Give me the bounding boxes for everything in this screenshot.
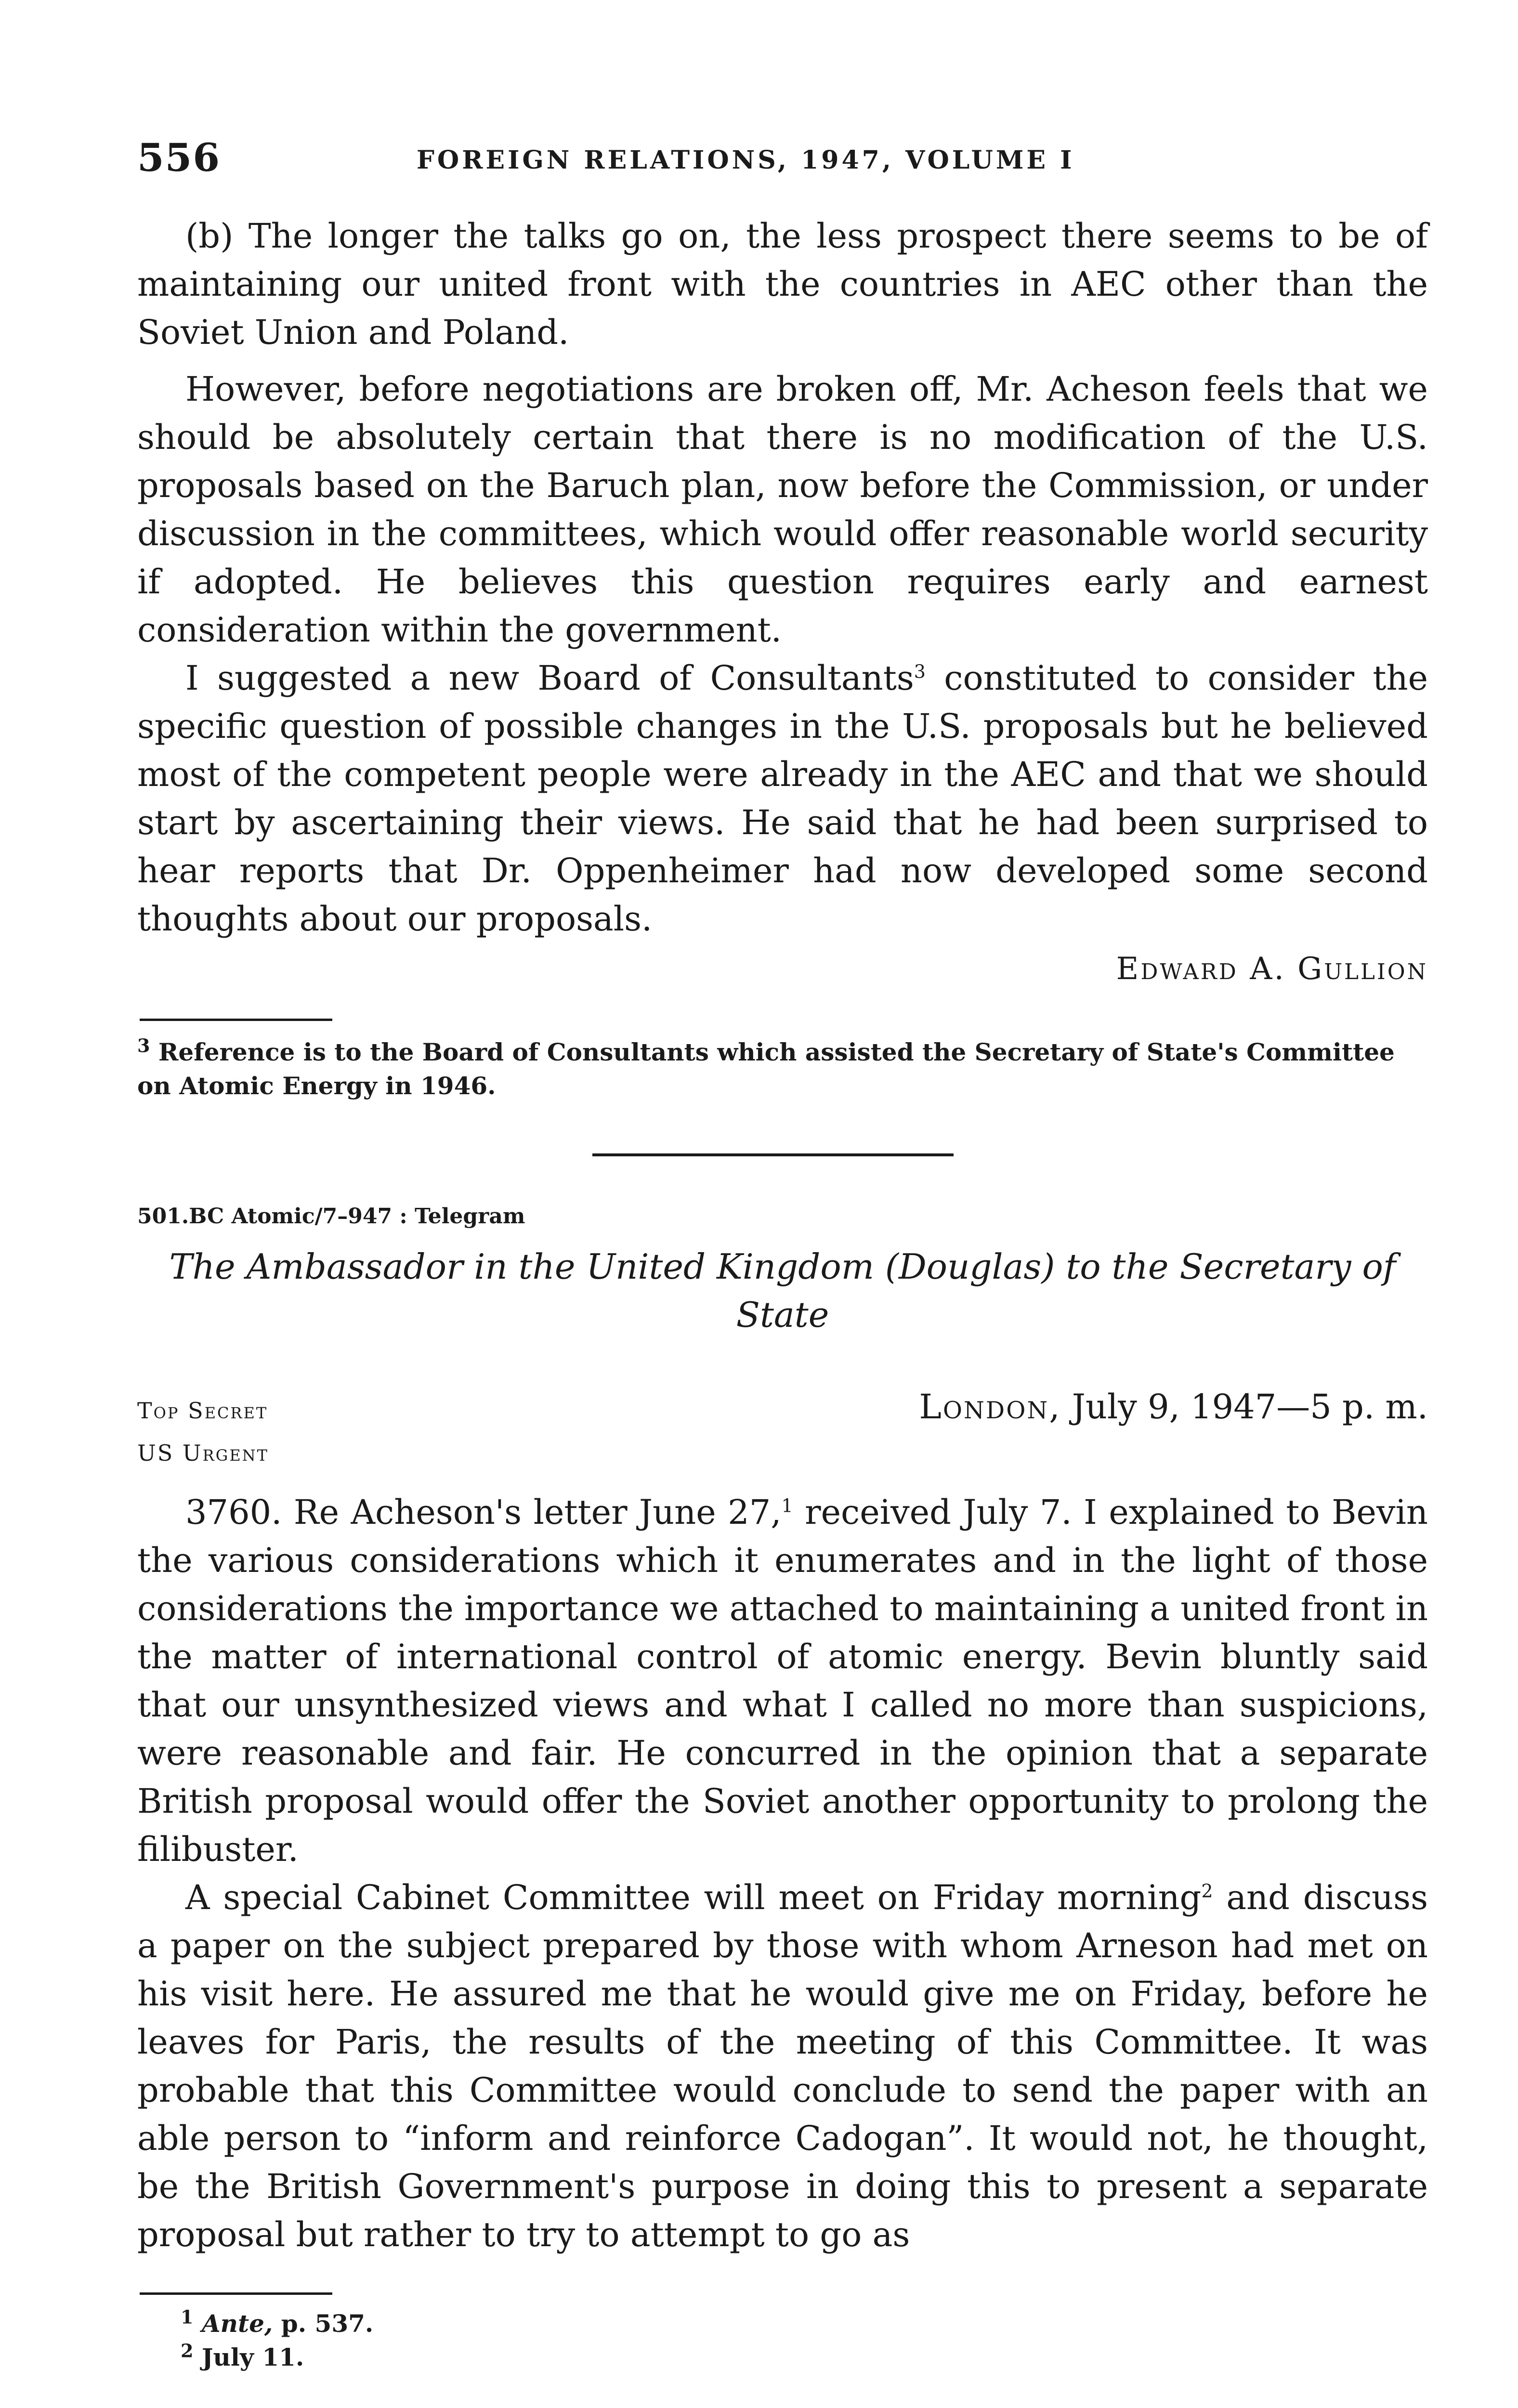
- dateline: [919, 1387, 1428, 1426]
- footnote-1-marker: 1: [181, 2306, 194, 2328]
- footnote-1: [137, 2307, 1428, 2341]
- page-number: 556: [137, 135, 221, 180]
- memo-paragraph-3: [137, 654, 1428, 943]
- footnote-rule: [140, 1019, 332, 1021]
- footnote-3-marker: 3: [137, 1034, 150, 1057]
- file-reference: 501.BC Atomic/7–947 : Telegram: [137, 1204, 525, 1229]
- classification-top-secret: Top Secret: [137, 1398, 268, 1424]
- telegram-body: [137, 1488, 1428, 2259]
- telegram-file-ref: [137, 1204, 1428, 1229]
- footnote-ref-3: 3: [914, 661, 926, 682]
- telegram-paragraph-2: [137, 1873, 1428, 2259]
- dateline-date: July 9, 1947—5 p. m.: [1061, 1387, 1428, 1426]
- footnote-ref-2: 2: [1201, 1880, 1213, 1902]
- footnote-2: [137, 2341, 1428, 2374]
- telegram-paragraph-1-start: 3760. Re Acheson's letter June 27,: [185, 1492, 782, 1532]
- telegram-precedence: [137, 1440, 1428, 1466]
- classification-us-urgent: US Urgent: [137, 1440, 269, 1466]
- memo-paragraph-b: (b) The longer the talks go on, the less prospect there seems to be of maintaining our united front with the countries in AEC other than the Soviet Union and Poland.: [137, 216, 1428, 352]
- telegram-meta: [137, 1387, 1428, 1435]
- dateline-place: London,: [919, 1387, 1061, 1426]
- footnote-2-marker: 2: [181, 2340, 194, 2362]
- footnote-1-ante: Ante,: [201, 2309, 273, 2338]
- telegram-title: The Ambassador in the United Kingdom (Douglas) to the Secretary of State: [169, 1246, 1396, 1335]
- footnote-rule-bottom: [140, 2292, 332, 2295]
- telegram-paragraph-1: [137, 1488, 1428, 1873]
- memo-paragraph-3-start: I suggested a new Board of Consultants: [185, 658, 914, 698]
- signature: Edward A. Gullion: [1116, 951, 1428, 987]
- footnote-2-text: July 11.: [201, 2343, 304, 2371]
- memo-paragraph-2: However, before negotiations are broken off, Mr. Acheson feels that we should be absolutely certain that there is no modification of the U.S. proposals based on the Baruch plan, now before the Commission, or under discussion in the committees, which would offer reasonable world security if adopted. He believes this question requires early and earnest consideration within the government.: [137, 369, 1428, 650]
- footnote-1-text: p. 537.: [273, 2309, 374, 2338]
- memo-body: [137, 212, 1428, 943]
- page-header: [137, 135, 1428, 183]
- footnote-ref-1: 1: [781, 1495, 793, 1517]
- bottom-footnotes: [137, 2307, 1428, 2374]
- running-head: FOREIGN RELATIONS, 1947, VOLUME I: [417, 145, 1075, 175]
- telegram-paragraph-1-end: received July 7. I explained to Bevin the various considerations which it enumerates and in the light of those considerations the importance we attached to maintaining a united front in the matter of international control of atomic energy. Bevin bluntly said that our unsynthesized views and what I called no more than suspicions, were reasonable and fair. He concurred in the opinion that a separate British proposal would offer the Soviet another opportunity to prolong the filibuster.: [137, 1492, 1428, 1869]
- footnote-3: [137, 1035, 1428, 1103]
- memo-paragraph-3-end: constituted to consider the specific question of possible changes in the U.S. proposals but he believed most of the competent people were already in the AEC and that we should start by ascertaining their views. He said that he had been surprised to hear reports that Dr. Oppenheimer had now developed some second thoughts about our proposals.: [137, 658, 1428, 939]
- signature-row: [137, 951, 1428, 995]
- footnote-3-text: Reference is to the Board of Consultants which assisted the Secretary of State's Committee on Atomic Energy in 1946.: [137, 1038, 1395, 1100]
- section-divider: [592, 1153, 954, 1156]
- telegram-paragraph-2-end: and discuss a paper on the subject prepared by those with whom Arneson had met on his visit here. He assured me that he would give me on Friday, before he leaves for Paris, the results of the meeting of this Committee. It was probable that this Committee would conclude to send the paper with an able person to “inform and reinforce Cadogan”. It would not, he thought, be the British Government's purpose in doing this to present a separate proposal but rather to try to attempt to go as: [137, 1878, 1428, 2254]
- telegram-paragraph-2-start: A special Cabinet Committee will meet on Friday morning: [185, 1878, 1202, 1917]
